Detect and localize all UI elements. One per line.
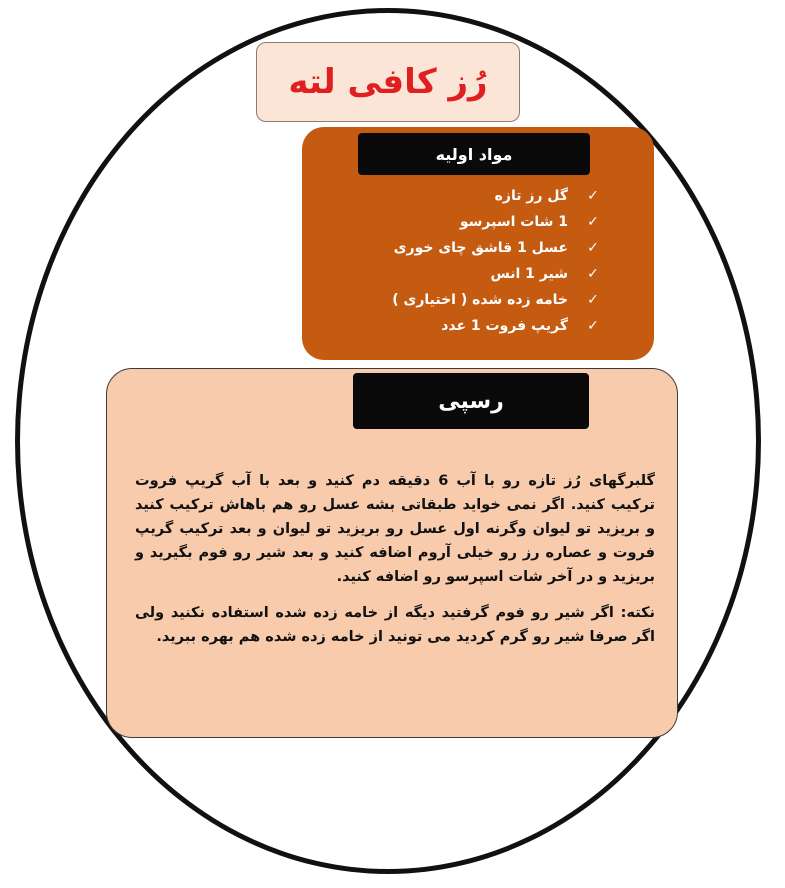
ingredient-item [342,287,604,313]
check-icon: ✓ [587,266,599,282]
ingredient-label: گریپ فروت 1 عدد [441,318,568,334]
ingredient-label: گل رز تازه [494,188,568,204]
ingredients-header: مواد اولیه [358,133,590,175]
check-icon: ✓ [587,240,599,256]
page-title: رُز کافی لته [288,62,488,102]
ingredient-item [342,209,604,235]
recipe-header: رسپی [353,373,589,429]
recipe-panel [106,368,678,738]
title-box [256,42,520,122]
ingredient-label: عسل 1 قاشق چای خوری [393,240,568,256]
recipe-instructions: گلبرگهای رُز تازه رو با آب 6 دقیقه دم کنید و بعد با آب گریپ فروت ترکیب کنید. اگر نمی خواید طبقاتی بشه عسل رو هم باهاش ترکیب کنید و بریزید تو لیوان وگرنه اول عسل رو بریزید تو لیوان و بعد ترکیب گریپ فروت و عصاره رز رو خیلی آروم اضافه کنید و بعد شیر رو فوم بگیرید و بریزید و در آخر شات اسپرسو رو اضافه کنید. [135,473,655,585]
check-icon: ✓ [587,318,599,334]
ingredient-label: خامه زده شده ( اختیاری ) [392,292,568,308]
ingredient-item [342,261,604,287]
check-icon: ✓ [587,188,599,204]
ingredient-label: شیر 1 انس [490,266,568,282]
check-icon: ✓ [587,214,599,230]
recipe-body [135,469,655,661]
ingredients-list [342,183,604,339]
ingredient-item [342,183,604,209]
ingredient-label: 1 شات اسپرسو [459,214,568,230]
check-icon: ✓ [587,292,599,308]
ingredients-panel [302,127,654,360]
ingredient-item [342,313,604,339]
recipe-note: نکته: اگر شیر رو فوم گرفتید دیگه از خامه زده شده استفاده نکنید ولی اگر صرفا شیر رو گرم کردید می تونید از خامه زده شده هم بهره ببرید. [135,605,655,645]
ingredient-item [342,235,604,261]
